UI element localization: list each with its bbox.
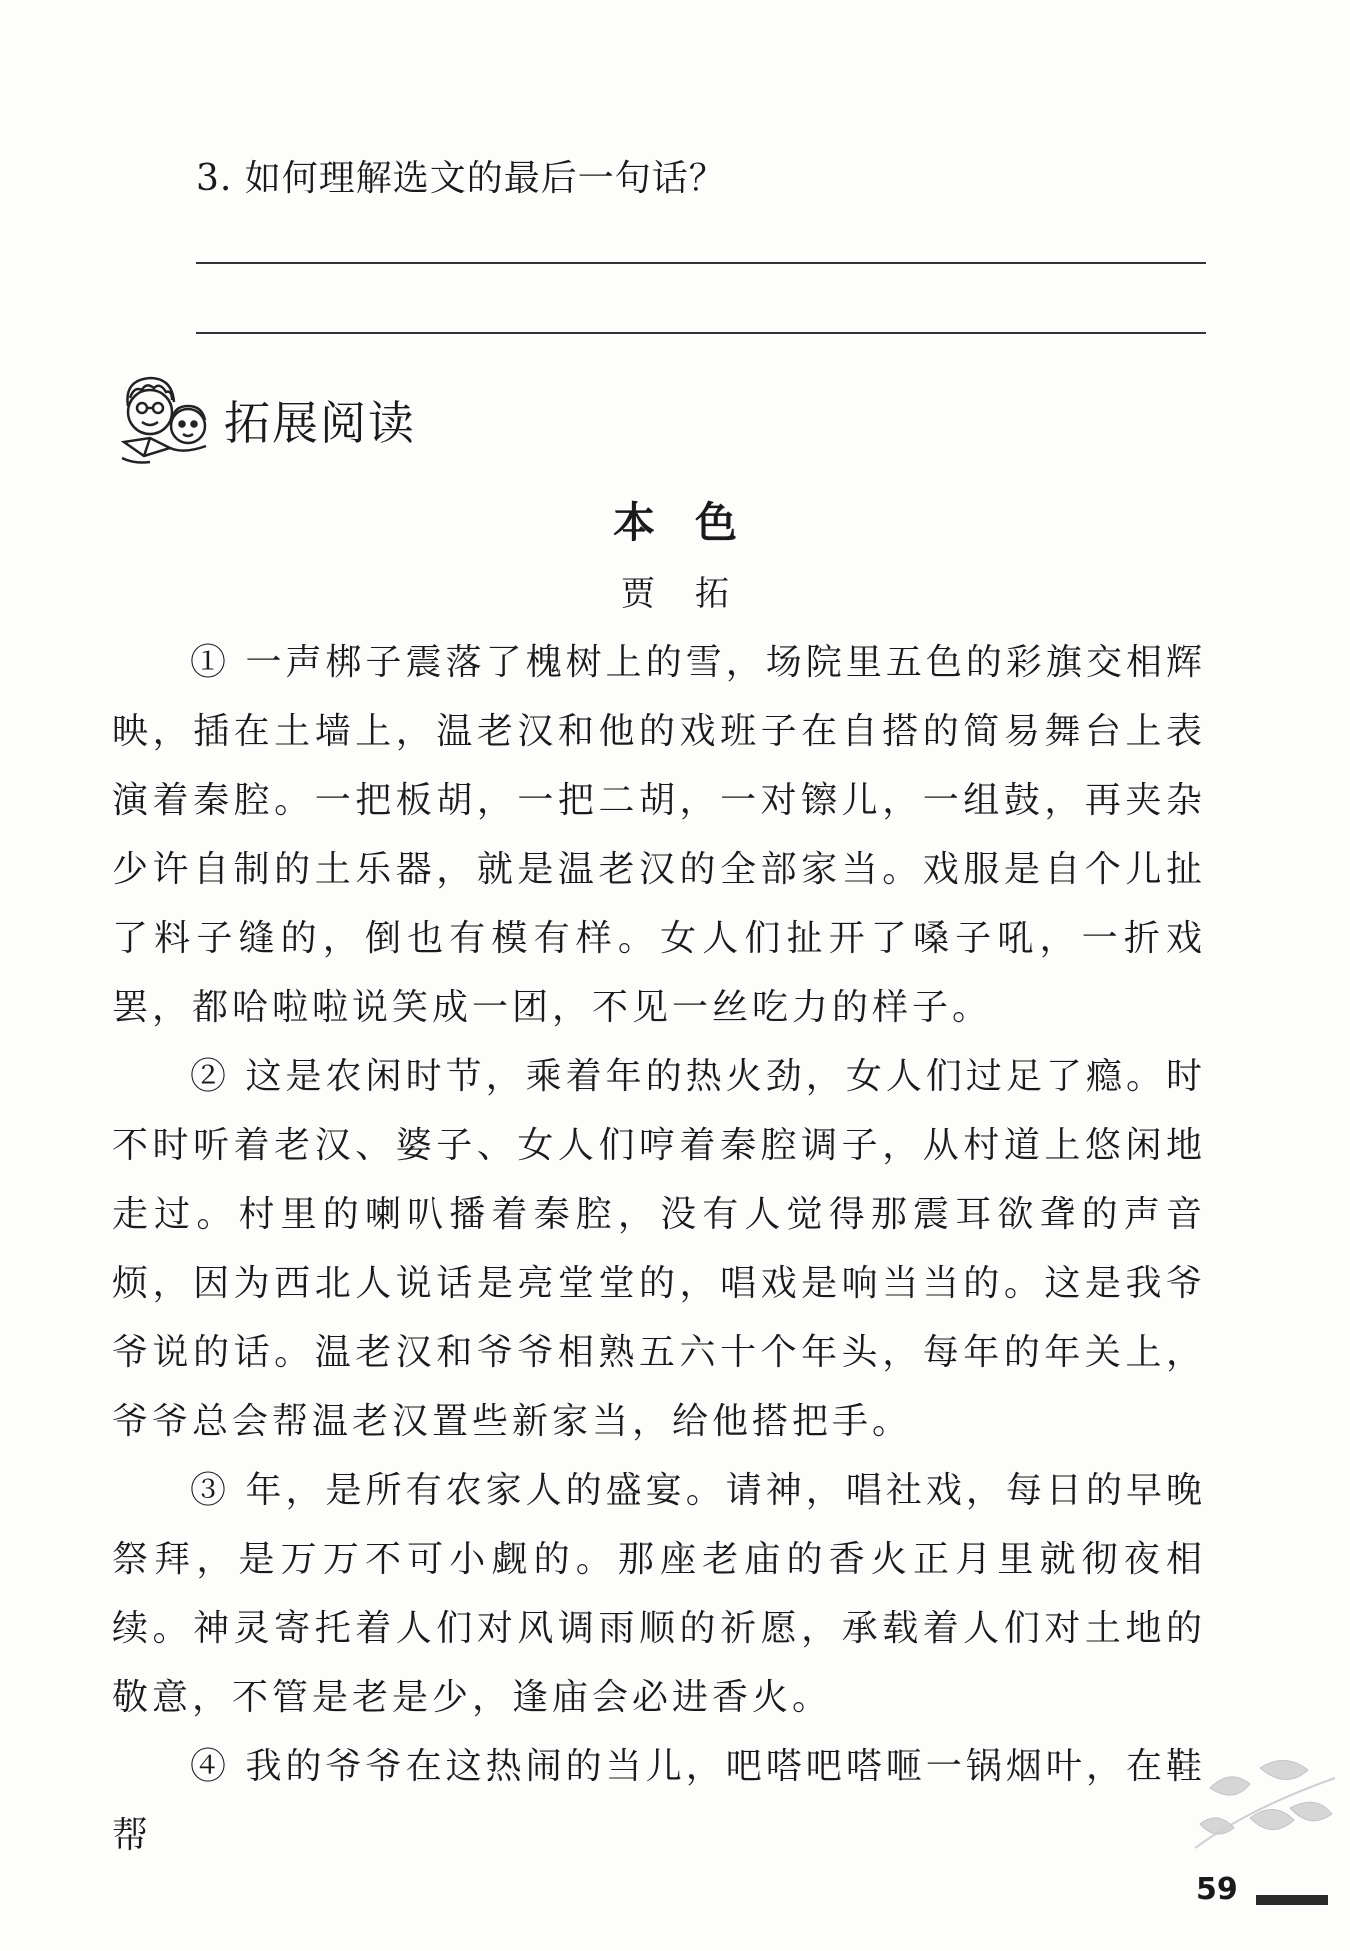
article-title: 本色 <box>612 498 777 547</box>
paragraph-2: ② 这是农闲时节，乘着年的热火劲，女人们过足了瘾。时不时听着老汉、婆子、女人们哼着秦腔调子，从村道上悠闲地走过。村里的喇叭播着秦腔，没有人觉得那震耳欲聋的声音烦，因为西北人说话是亮堂堂的，唱戏是响当当的。这是我爷爷说的话。温老汉和爷爷相熟五六十个年头，每年的年关上，爷爷总会帮温老汉置些新家当，给他搭把手。 <box>112 1056 1206 1442</box>
article-body <box>112 628 1206 1870</box>
paragraph-4: ④ 我的爷爷在这热闹的当儿，吧嗒吧嗒咂一锅烟叶，在鞋帮 <box>112 1746 1206 1856</box>
leaf-branch-icon <box>1190 1748 1340 1872</box>
paragraph-1: ① 一声梆子震落了槐树上的雪，场院里五色的彩旗交相辉映，插在土墙上，温老汉和他的戏班子在自搭的简易舞台上表演着秦腔。一把板胡，一把二胡，一对镲儿，一组鼓，再夹杂少许自制的土乐器，就是温老汉的全部家当。戏服是自个儿扯了料子缝的，倒也有模有样。女人们扯开了嗓子吼，一折戏罢，都哈啦啦说笑成一团，不见一丝吃力的样子。 <box>112 642 1206 1028</box>
paragraph-3: ③ 年，是所有农家人的盛宴。请神，唱社戏，每日的早晚祭拜，是万万不可小觑的。那座老庙的香火正月里就彻夜相续。神灵寄托着人们对风调雨顺的祈愿，承载着人们对土地的敬意，不管是老是少，逢庙会必进香火。 <box>112 1470 1206 1718</box>
question-3: 3. 如何理解选文的最后一句话？ <box>196 158 726 199</box>
page-number-bar <box>1256 1895 1328 1905</box>
section-title: 拓展阅读 <box>224 396 416 450</box>
section-header <box>110 368 416 472</box>
article-author: 贾拓 <box>621 574 769 614</box>
answer-line-1[interactable] <box>196 262 1206 264</box>
answer-line-2[interactable] <box>196 332 1206 334</box>
children-reading-icon <box>110 368 220 472</box>
page-number: 59 <box>1196 1872 1238 1907</box>
